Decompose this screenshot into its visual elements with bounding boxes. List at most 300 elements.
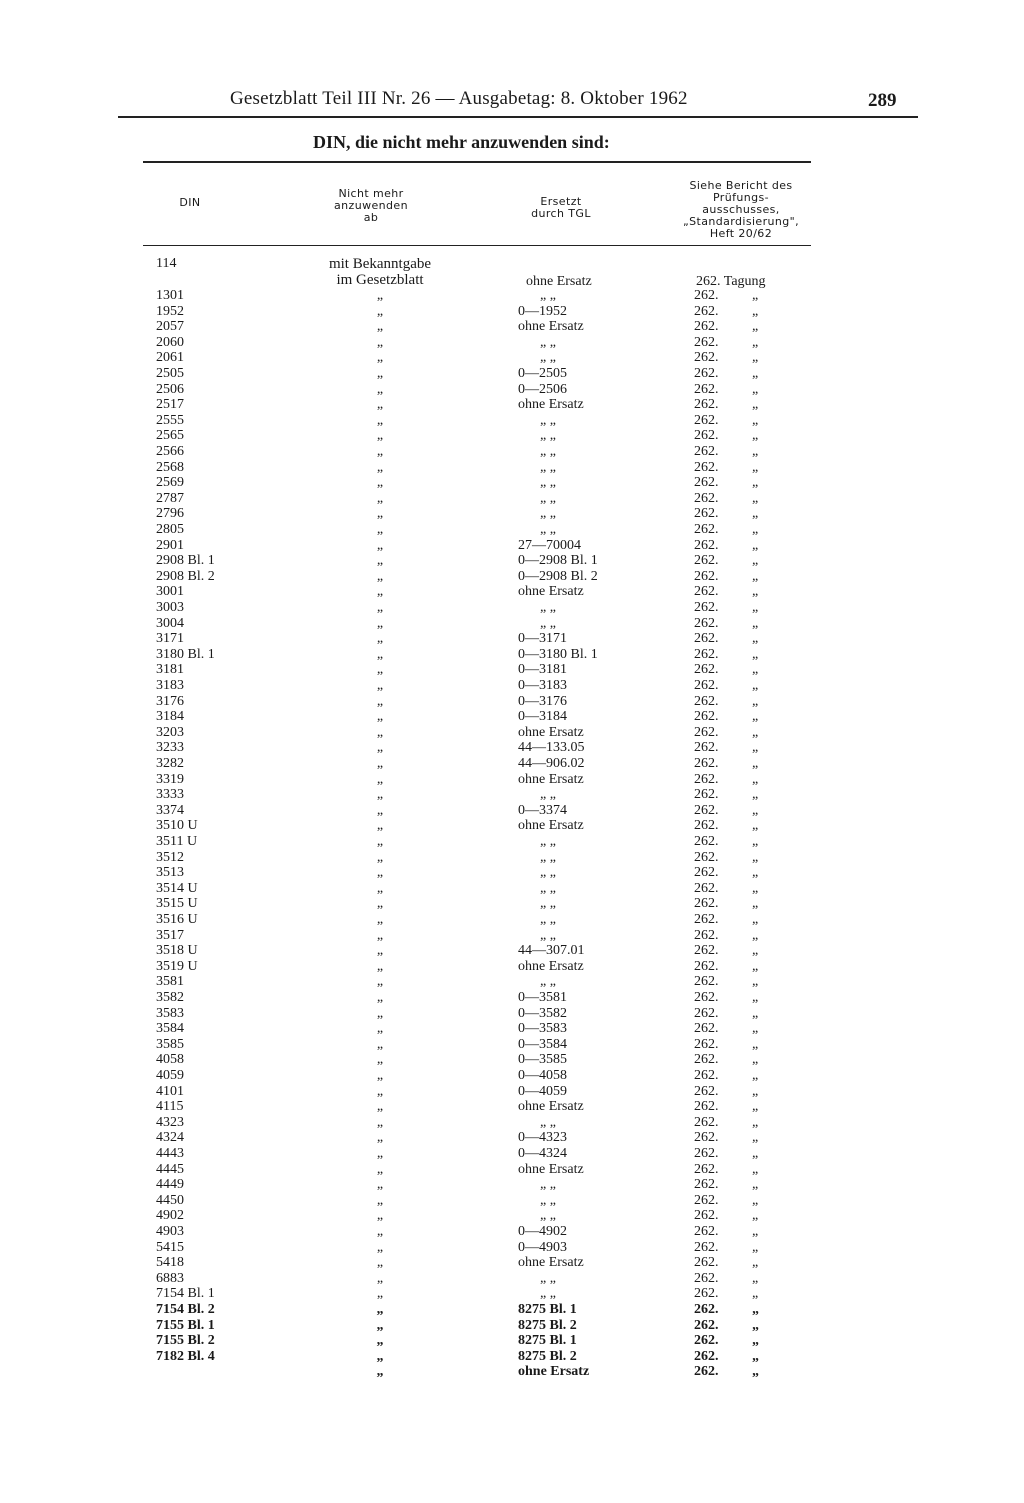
ersetzt-cell: „ „ bbox=[540, 849, 556, 865]
table-row bbox=[0, 990, 1024, 1006]
report-cell: 262. bbox=[694, 444, 719, 459]
nicht-mehr-ditto-cell: „ bbox=[376, 319, 384, 335]
din-cell: 3203 bbox=[156, 724, 184, 740]
report-cell: 262. bbox=[694, 1192, 719, 1208]
table-top-rule bbox=[143, 161, 811, 163]
nicht-mehr-ditto-cell: „ bbox=[376, 1005, 384, 1021]
report-cell: 262. bbox=[694, 1302, 719, 1317]
nicht-mehr-ditto-cell: „ bbox=[376, 1146, 384, 1161]
ersetzt-cell: „ „ bbox=[540, 1208, 556, 1224]
table-row bbox=[0, 1286, 1024, 1302]
din-cell: 2566 bbox=[156, 444, 184, 459]
table-row bbox=[0, 662, 1024, 678]
report-cell: 262. bbox=[694, 1052, 719, 1068]
report-ditto-cell: „ bbox=[752, 506, 759, 522]
din-cell: 4059 bbox=[156, 1068, 184, 1083]
nicht-mehr-ditto-cell: „ bbox=[376, 631, 384, 647]
ersetzt-cell: 0—4058 bbox=[518, 1068, 567, 1083]
ersetzt-cell: ohne Ersatz bbox=[518, 724, 584, 740]
din-cell: 4903 bbox=[156, 1224, 184, 1239]
table-row bbox=[0, 335, 1024, 351]
report-cell: 262. bbox=[694, 1130, 719, 1146]
report-cell: 262. bbox=[694, 1239, 719, 1255]
din-cell: 3513 bbox=[156, 865, 184, 881]
report-ditto-cell: „ bbox=[752, 1099, 759, 1115]
din-cell: 2568 bbox=[156, 459, 184, 475]
nicht-mehr-ditto-cell: „ bbox=[376, 724, 384, 740]
din-cell: 114 bbox=[156, 256, 177, 271]
table-row bbox=[0, 1130, 1024, 1146]
ersetzt-cell: ohne Ersatz bbox=[518, 397, 584, 413]
report-ditto-cell: „ bbox=[752, 381, 759, 397]
page-header bbox=[0, 82, 1024, 122]
report-ditto-cell: „ bbox=[752, 818, 759, 834]
table-row bbox=[0, 725, 1024, 741]
din-cell: 5415 bbox=[156, 1239, 184, 1255]
report-ditto-cell: „ bbox=[752, 568, 759, 584]
report-cell: 262. bbox=[694, 1255, 719, 1271]
ersetzt-cell: „ „ bbox=[540, 506, 556, 522]
din-cell: 3583 bbox=[156, 1005, 184, 1021]
nicht-mehr-ditto-cell: „ bbox=[376, 1208, 384, 1224]
report-cell: 262. bbox=[694, 553, 719, 569]
ersetzt-cell: 0—3171 bbox=[518, 631, 567, 647]
din-cell: 3001 bbox=[156, 584, 184, 600]
din-cell: 3233 bbox=[156, 740, 184, 756]
ersetzt-cell: 8275 Bl. 2 bbox=[518, 1348, 577, 1364]
section-title: DIN, die nicht mehr anzuwenden sind: bbox=[313, 132, 610, 152]
report-ditto-cell: „ bbox=[752, 1083, 759, 1099]
ersetzt-cell: „ „ bbox=[540, 1270, 556, 1286]
report-cell: 262. bbox=[694, 678, 719, 693]
table-row bbox=[0, 850, 1024, 866]
ersetzt-cell: „ „ bbox=[540, 459, 556, 475]
report-cell: 262. bbox=[694, 1348, 719, 1364]
report-ditto-cell: „ bbox=[752, 1224, 759, 1239]
din-cell: 3183 bbox=[156, 678, 184, 693]
report-cell: 262. bbox=[694, 397, 719, 413]
report-cell: 262. bbox=[694, 1364, 719, 1380]
ersetzt-cell: ohne Ersatz bbox=[518, 319, 584, 335]
report-ditto-cell: „ bbox=[752, 771, 759, 787]
din-cell: 4101 bbox=[156, 1083, 184, 1099]
report-cell: 262. bbox=[694, 1333, 719, 1349]
din-cell: 2908 Bl. 2 bbox=[156, 568, 215, 584]
report-ditto-cell: „ bbox=[752, 334, 759, 350]
report-cell: 262. bbox=[694, 428, 719, 444]
ersetzt-cell: „ „ bbox=[540, 350, 556, 366]
report-ditto-cell: „ bbox=[752, 1130, 759, 1146]
din-cell: 3180 Bl. 1 bbox=[156, 646, 215, 662]
ersetzt-cell: ohne Ersatz bbox=[518, 584, 584, 600]
report-ditto-cell: „ bbox=[752, 756, 759, 771]
table-row bbox=[0, 600, 1024, 616]
table-row bbox=[0, 1146, 1024, 1162]
report-ditto-cell: „ bbox=[752, 615, 759, 631]
report-cell: 262. bbox=[694, 615, 719, 631]
report-ditto-cell: „ bbox=[752, 709, 759, 725]
ersetzt-cell: „ „ bbox=[540, 615, 556, 631]
din-cell: 2060 bbox=[156, 334, 184, 350]
ersetzt-cell: 44—307.01 bbox=[518, 943, 585, 959]
ersetzt-cell: „ „ bbox=[540, 490, 556, 506]
ersetzt-cell: „ „ bbox=[540, 522, 556, 537]
nicht-mehr-ditto-cell: „ bbox=[376, 381, 384, 397]
ersetzt-cell: 0—1952 bbox=[518, 303, 567, 319]
report-cell: 262. bbox=[694, 1208, 719, 1224]
column-header-din: DIN bbox=[179, 196, 201, 209]
din-cell: 2569 bbox=[156, 475, 184, 491]
ersetzt-cell: ohne Ersatz bbox=[526, 274, 592, 289]
table-row bbox=[0, 928, 1024, 944]
report-ditto-cell: „ bbox=[752, 490, 759, 506]
nicht-mehr-ditto-cell: „ bbox=[376, 1239, 384, 1255]
din-cell: 3581 bbox=[156, 974, 184, 990]
nicht-mehr-ditto-cell: „ bbox=[376, 1099, 384, 1115]
table-row bbox=[0, 319, 1024, 335]
nicht-mehr-ditto-cell: „ bbox=[376, 771, 384, 787]
din-cell: 1952 bbox=[156, 303, 184, 319]
report-ditto-cell: „ bbox=[752, 350, 759, 366]
nicht-mehr-ditto-cell: „ bbox=[376, 1161, 384, 1177]
report-cell: 262. bbox=[694, 1317, 719, 1333]
nicht-mehr-ditto-cell: „ bbox=[376, 912, 384, 927]
report-ditto-cell: „ bbox=[752, 303, 759, 319]
nicht-mehr-ditto-cell: „ bbox=[376, 428, 384, 444]
nicht-mehr-ditto-cell: „ bbox=[376, 459, 384, 475]
nicht-mehr-ditto-cell: „ bbox=[376, 568, 384, 584]
report-cell: 262. bbox=[694, 584, 719, 600]
din-cell: 7182 Bl. 4 bbox=[156, 1348, 215, 1364]
report-ditto-cell: „ bbox=[752, 1192, 759, 1208]
report-ditto-cell: „ bbox=[752, 459, 759, 475]
din-cell: 7155 Bl. 2 bbox=[156, 1333, 215, 1349]
report-ditto-cell: „ bbox=[752, 1270, 759, 1286]
column-header-nicht-mehr: Nicht mehr anzuwenden ab bbox=[334, 187, 408, 224]
report-ditto-cell: „ bbox=[752, 631, 759, 647]
nicht-mehr-ditto-cell: „ bbox=[376, 1255, 384, 1271]
nicht-mehr-ditto-cell: „ bbox=[376, 896, 384, 912]
ersetzt-cell: ohne Ersatz bbox=[518, 771, 584, 787]
ersetzt-cell: „ „ bbox=[540, 896, 556, 912]
report-cell: 262. bbox=[694, 740, 719, 756]
report-cell: 262. bbox=[694, 1177, 719, 1193]
table-row bbox=[0, 740, 1024, 756]
din-cell: 3582 bbox=[156, 990, 184, 1005]
report-cell: 262. bbox=[694, 1083, 719, 1099]
nicht-mehr-ditto-cell: „ bbox=[376, 865, 384, 881]
nicht-mehr-ditto-cell: „ bbox=[376, 709, 384, 725]
report-ditto-cell: „ bbox=[752, 834, 759, 849]
table-row bbox=[0, 288, 1024, 304]
nicht-mehr-ditto-cell: „ bbox=[376, 974, 384, 990]
din-cell: 3511 U bbox=[156, 834, 198, 849]
table-row bbox=[0, 413, 1024, 429]
report-ditto-cell: „ bbox=[752, 1317, 759, 1333]
din-cell: 4324 bbox=[156, 1130, 184, 1146]
table-row bbox=[0, 834, 1024, 850]
din-cell: 2505 bbox=[156, 366, 184, 381]
report-cell: 262. bbox=[694, 1021, 719, 1037]
din-cell: 3517 bbox=[156, 927, 184, 943]
table-row bbox=[0, 896, 1024, 912]
report-cell: 262. bbox=[694, 319, 719, 335]
nicht-mehr-ditto-cell: „ bbox=[376, 1270, 384, 1286]
table-row bbox=[0, 444, 1024, 460]
din-cell: 2796 bbox=[156, 506, 184, 522]
din-cell: 2517 bbox=[156, 397, 184, 413]
report-cell: 262. bbox=[694, 974, 719, 990]
report-cell: 262. bbox=[694, 958, 719, 974]
report-ditto-cell: „ bbox=[752, 1036, 759, 1052]
report-ditto-cell: „ bbox=[752, 600, 759, 615]
report-ditto-cell: „ bbox=[752, 1364, 759, 1380]
table-row bbox=[0, 522, 1024, 538]
table-row bbox=[0, 756, 1024, 772]
report-ditto-cell: „ bbox=[752, 366, 759, 381]
din-cell: 3003 bbox=[156, 600, 184, 615]
report-ditto-cell: „ bbox=[752, 1161, 759, 1177]
din-cell: 4443 bbox=[156, 1146, 184, 1161]
nicht-mehr-ditto-cell: „ bbox=[376, 662, 384, 678]
report-cell: 262. bbox=[694, 366, 719, 381]
report-ditto-cell: „ bbox=[752, 1333, 759, 1349]
report-cell: 262. bbox=[694, 849, 719, 865]
din-cell: 3319 bbox=[156, 771, 184, 787]
ersetzt-cell: „ „ bbox=[540, 288, 556, 303]
din-cell: 2908 Bl. 1 bbox=[156, 553, 215, 569]
nicht-mehr-ditto-cell: „ bbox=[376, 943, 384, 959]
din-cell: 2057 bbox=[156, 319, 184, 335]
ersetzt-cell: 0—3184 bbox=[518, 709, 567, 725]
ersetzt-cell: 0—2908 Bl. 2 bbox=[518, 568, 598, 584]
nicht-mehr-ditto-cell: „ bbox=[376, 397, 384, 413]
table-row bbox=[0, 428, 1024, 444]
ersetzt-cell: ohne Ersatz bbox=[518, 818, 584, 834]
report-cell: 262. bbox=[694, 631, 719, 647]
table-row bbox=[0, 772, 1024, 788]
ersetzt-cell: ohne Ersatz bbox=[518, 1255, 584, 1271]
table-row bbox=[0, 787, 1024, 803]
nicht-mehr-ditto-cell: „ bbox=[376, 849, 384, 865]
nicht-mehr-ditto-cell: „ bbox=[376, 834, 384, 849]
table-row bbox=[0, 1240, 1024, 1256]
table-row bbox=[0, 553, 1024, 569]
ersetzt-cell: 0—4059 bbox=[518, 1083, 567, 1099]
report-ditto-cell: „ bbox=[752, 740, 759, 756]
table-row bbox=[0, 1037, 1024, 1053]
report-ditto-cell: „ bbox=[752, 428, 759, 444]
nicht-mehr-ditto-cell: „ bbox=[376, 1224, 384, 1239]
nicht-mehr-ditto-cell: „ bbox=[376, 1286, 384, 1302]
report-ditto-cell: „ bbox=[752, 865, 759, 881]
nicht-mehr-ditto-cell: „ bbox=[376, 678, 384, 693]
report-cell: 262. bbox=[694, 990, 719, 1005]
report-ditto-cell: „ bbox=[752, 553, 759, 569]
din-cell: 4115 bbox=[156, 1099, 184, 1115]
table-row bbox=[0, 1224, 1024, 1240]
ersetzt-cell: 44—133.05 bbox=[518, 740, 585, 756]
ersetzt-cell: „ „ bbox=[540, 927, 556, 943]
nicht-mehr-ditto-cell: „ bbox=[376, 475, 384, 491]
nicht-mehr-ditto-cell: „ bbox=[376, 366, 384, 381]
ersetzt-cell: „ „ bbox=[540, 865, 556, 881]
report-ditto-cell: „ bbox=[752, 896, 759, 912]
report-ditto-cell: „ bbox=[752, 522, 759, 537]
din-cell: 3585 bbox=[156, 1036, 184, 1052]
report-ditto-cell: „ bbox=[752, 1068, 759, 1083]
report-cell: 262. bbox=[694, 1005, 719, 1021]
ersetzt-cell: 0—3581 bbox=[518, 990, 567, 1005]
din-cell: 3181 bbox=[156, 662, 184, 678]
ersetzt-cell: 0—2506 bbox=[518, 381, 567, 397]
ersetzt-cell: 0—2505 bbox=[518, 366, 567, 381]
nicht-mehr-ditto-cell: „ bbox=[376, 600, 384, 615]
ersetzt-cell: „ „ bbox=[540, 1114, 556, 1130]
ersetzt-cell: 44—906.02 bbox=[518, 756, 585, 771]
nicht-mehr-ditto-cell: „ bbox=[376, 412, 384, 428]
report-cell: 262. bbox=[694, 568, 719, 584]
report-ditto-cell: „ bbox=[752, 974, 759, 990]
report-cell: 262. bbox=[694, 787, 719, 803]
report-cell: 262. bbox=[694, 818, 719, 834]
report-ditto-cell: „ bbox=[752, 1021, 759, 1037]
nicht-mehr-ditto-cell: „ bbox=[376, 334, 384, 350]
report-cell: 262. bbox=[694, 303, 719, 319]
nicht-mehr-ditto-cell: „ bbox=[376, 958, 384, 974]
din-cell: 4323 bbox=[156, 1114, 184, 1130]
report-ditto-cell: „ bbox=[752, 662, 759, 678]
report-ditto-cell: „ bbox=[752, 397, 759, 413]
nicht-mehr-ditto-cell: „ bbox=[376, 350, 384, 366]
report-cell: 262. bbox=[694, 771, 719, 787]
nicht-mehr-ditto-cell: „ bbox=[376, 1333, 384, 1349]
table-row bbox=[0, 1177, 1024, 1193]
din-cell: 3512 bbox=[156, 849, 184, 865]
table-row bbox=[0, 912, 1024, 928]
din-table-body bbox=[0, 252, 1024, 1380]
report-cell: 262. bbox=[694, 381, 719, 397]
table-row bbox=[0, 1099, 1024, 1115]
report-ditto-cell: „ bbox=[752, 1302, 759, 1317]
report-cell: 262. bbox=[694, 412, 719, 428]
nicht-mehr-ditto-cell: „ bbox=[376, 1083, 384, 1099]
report-ditto-cell: „ bbox=[752, 1005, 759, 1021]
din-cell: 3171 bbox=[156, 631, 184, 647]
din-cell: 2565 bbox=[156, 428, 184, 444]
nicht-mehr-ditto-cell: „ bbox=[376, 990, 384, 1005]
table-header-rule bbox=[143, 245, 811, 246]
report-cell: 262. bbox=[694, 927, 719, 943]
ersetzt-cell: „ „ bbox=[540, 334, 556, 350]
table-row bbox=[0, 397, 1024, 413]
table-row bbox=[0, 1193, 1024, 1209]
report-ditto-cell: „ bbox=[752, 475, 759, 491]
ersetzt-cell: 8275 Bl. 1 bbox=[518, 1302, 577, 1317]
report-ditto-cell: „ bbox=[752, 802, 759, 818]
table-row bbox=[0, 350, 1024, 366]
din-cell: 3004 bbox=[156, 615, 184, 631]
nicht-mehr-ditto-cell: „ bbox=[376, 756, 384, 771]
report-cell: 262. bbox=[694, 600, 719, 615]
report-cell: 262. bbox=[694, 1099, 719, 1115]
table-row bbox=[0, 678, 1024, 694]
ersetzt-cell: 0—4903 bbox=[518, 1239, 567, 1255]
din-cell: 2805 bbox=[156, 522, 184, 537]
ersetzt-cell: „ „ bbox=[540, 1286, 556, 1302]
column-header-bericht: Siehe Bericht des Prüfungs- ausschusses, „Standardisierung", Heft 20/62 bbox=[683, 179, 799, 240]
ersetzt-cell: 0—3183 bbox=[518, 678, 567, 693]
report-ditto-cell: „ bbox=[752, 912, 759, 927]
ersetzt-cell: „ „ bbox=[540, 834, 556, 849]
nicht-mehr-ditto-cell: „ bbox=[376, 1348, 384, 1364]
report-ditto-cell: „ bbox=[752, 1052, 759, 1068]
report-cell: 262. bbox=[694, 490, 719, 506]
table-row bbox=[0, 694, 1024, 710]
table-row bbox=[0, 1271, 1024, 1287]
ersetzt-cell: 8275 Bl. 1 bbox=[518, 1333, 577, 1349]
ersetzt-cell: ohne Ersatz bbox=[518, 1364, 590, 1380]
report-cell: 262. bbox=[694, 724, 719, 740]
table-row bbox=[0, 974, 1024, 990]
din-cell: 7154 Bl. 1 bbox=[156, 1286, 215, 1302]
report-cell: 262. bbox=[694, 350, 719, 366]
report-ditto-cell: „ bbox=[752, 1177, 759, 1193]
report-ditto-cell: „ bbox=[752, 444, 759, 459]
report-cell: 262. bbox=[694, 834, 719, 849]
report-cell: 262. bbox=[694, 475, 719, 491]
table-row bbox=[0, 569, 1024, 585]
report-cell: 262. bbox=[694, 1224, 719, 1239]
nicht-mehr-ditto-cell: „ bbox=[376, 553, 384, 569]
report-ditto-cell: „ bbox=[752, 1255, 759, 1271]
report-cell: 262. bbox=[694, 662, 719, 678]
report-ditto-cell: „ bbox=[752, 678, 759, 693]
nicht-mehr-ditto-cell: „ bbox=[376, 288, 384, 303]
report-cell: 262. bbox=[694, 334, 719, 350]
din-cell: 1301 bbox=[156, 288, 184, 303]
header-rule bbox=[118, 116, 918, 118]
report-cell: 262. bbox=[694, 912, 719, 927]
ersetzt-cell: 0—3582 bbox=[518, 1005, 567, 1021]
table-row bbox=[0, 1052, 1024, 1068]
nicht-mehr-ditto-cell: „ bbox=[376, 1068, 384, 1083]
nicht-mehr-ditto-cell: „ bbox=[376, 615, 384, 631]
ersetzt-cell: 0—3583 bbox=[518, 1021, 567, 1037]
table-row bbox=[0, 818, 1024, 834]
report-cell: 262. bbox=[694, 537, 719, 553]
table-row bbox=[0, 616, 1024, 632]
report-cell: 262. bbox=[694, 1036, 719, 1052]
table-row bbox=[0, 1115, 1024, 1131]
report-cell: 262. bbox=[694, 709, 719, 725]
ersetzt-cell: „ „ bbox=[540, 1192, 556, 1208]
table-row bbox=[0, 366, 1024, 382]
report-cell: 262. bbox=[694, 1270, 719, 1286]
din-cell: 2901 bbox=[156, 537, 184, 553]
ersetzt-cell: „ „ bbox=[540, 444, 556, 459]
nicht-mehr-ditto-cell: „ bbox=[376, 1036, 384, 1052]
din-cell: 3184 bbox=[156, 709, 184, 725]
table-row bbox=[0, 803, 1024, 819]
report-cell: 262. bbox=[694, 1161, 719, 1177]
report-ditto-cell: „ bbox=[752, 537, 759, 553]
report-cell: 262. bbox=[694, 506, 719, 522]
din-cell: 3176 bbox=[156, 693, 184, 709]
table-row bbox=[0, 1084, 1024, 1100]
report-ditto-cell: „ bbox=[752, 880, 759, 896]
din-cell: 2787 bbox=[156, 490, 184, 506]
